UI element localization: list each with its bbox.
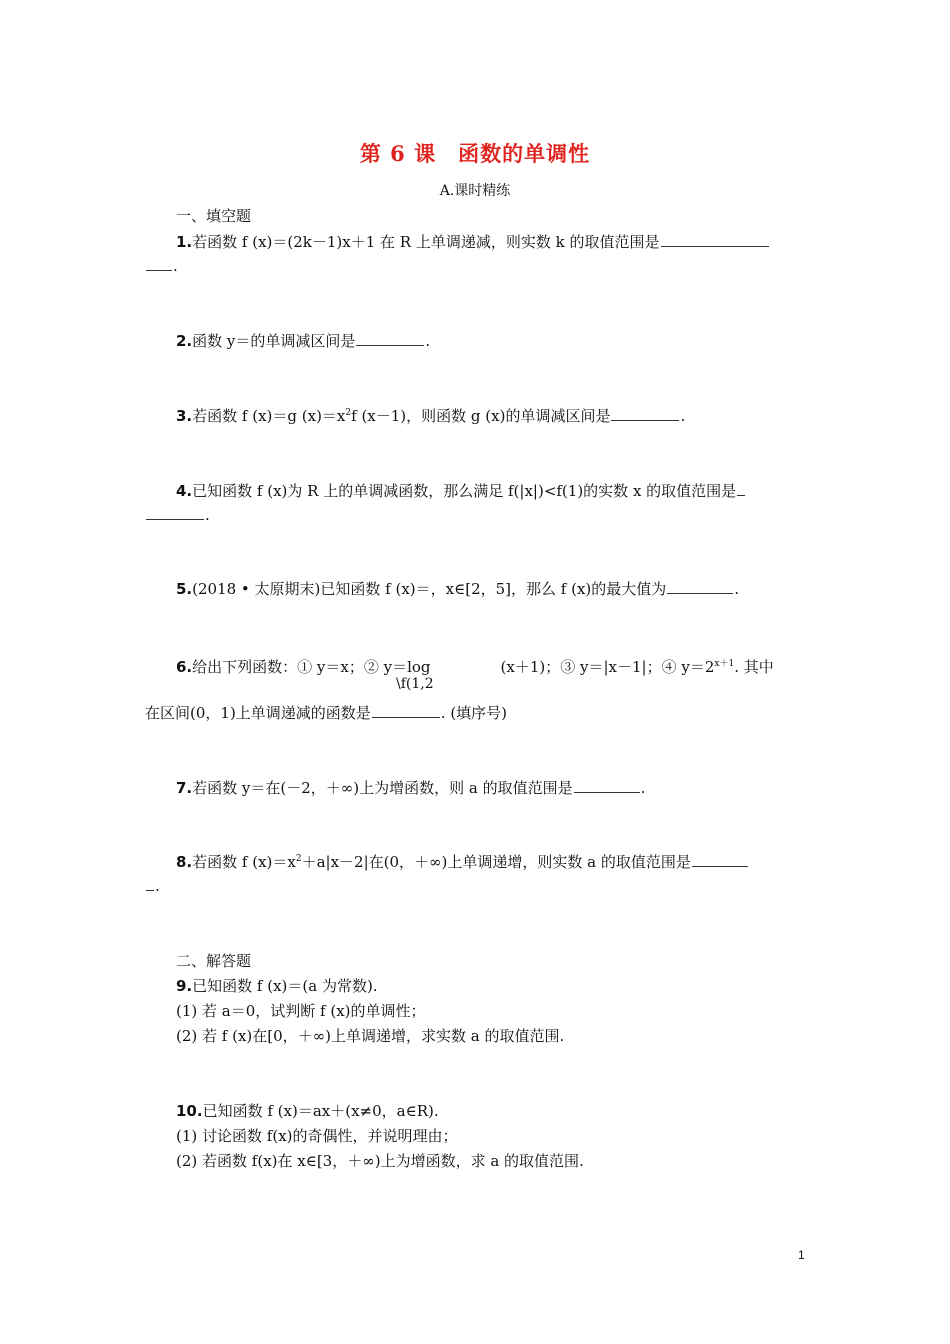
question-10-part-1: (1) 讨论函数 f(x)的奇偶性，并说明理由； [176,1127,458,1145]
exponent: 2 [295,854,302,864]
question-text: ＋a|x－2|在(0，＋∞)上单调递增，则实数 a 的取值范围是 [301,853,691,871]
question-text: 若函数 f (x)＝g (x)＝x [192,407,346,425]
question-number: 7. [176,779,193,797]
question-number: 6. [176,658,193,676]
exponent: 2 [345,408,352,418]
question-text: 已知函数 f (x)＝(a 为常数). [192,977,378,995]
question-9-part-2: (2) 若 f (x)在[0，＋∞)上单调递增，求实数 a 的取值范围. [176,1027,565,1045]
question-number: 9. [176,977,193,995]
answer-blank [692,865,748,867]
question-number: 2. [176,332,193,350]
exponent: x＋1 [714,659,735,669]
question-tail: . [155,877,160,895]
log-base: \f(1,2 [396,676,434,692]
question-7 [176,777,645,798]
question-text: . 其中 [734,658,774,676]
page-title: 第 6 课 函数的单调性 [359,141,591,166]
question-number: 3. [176,407,193,425]
question-text: 若函数 f (x)＝x [192,853,296,871]
question-text: 已知函数 f (x)＝ax＋(x≠0，a∈R). [202,1102,439,1120]
question-number: 1. [176,233,193,251]
question-2 [176,330,430,351]
question-text: 已知函数 f (x)为 R 上的单调减函数，那么满足 f(|x|)<f(1)的实数 x 的取值范围是 [192,482,737,500]
answer-blank [667,592,733,594]
question-text: 若函数 y＝在(－2，＋∞)上为增函数，则 a 的取值范围是 [192,779,573,797]
question-text: 若函数 f (x)＝(2k－1)x＋1 在 R 上单调递减，则实数 k 的取值范围是 [192,233,660,251]
answer-blank [611,419,679,421]
question-tail: . [205,506,210,524]
question-9-part-1: (1) 若 a＝0，试判断 f (x)的单调性； [176,1002,426,1020]
page-subtitle: A.课时精练 [439,183,511,199]
question-3 [176,405,685,426]
answer-blank [574,791,640,793]
question-5 [176,578,739,599]
question-4-continued [145,506,210,524]
question-10 [176,1100,439,1121]
question-text: 在区间(0，1)上单调递减的函数是 [145,704,371,722]
question-text: 给出下列函数：① y＝x；② y＝log [192,658,431,676]
question-6 [176,656,774,677]
answer-blank [356,344,424,346]
question-text: (x＋1)；③ y＝|x－1|；④ y＝2 [500,658,715,676]
section-heading-fill-in: 一、填空题 [176,207,252,225]
question-tail: . [173,257,178,275]
answer-blank [737,494,745,496]
page-number: 1 [798,1248,805,1262]
question-text: 函数 y＝的单调减区间是 [192,332,356,350]
question-text: . (填序号) [440,704,508,722]
question-9 [176,975,378,996]
answer-blank [146,518,204,520]
question-number: 10. [176,1102,203,1120]
answer-blank [372,716,440,718]
question-number: 5. [176,580,193,598]
question-tail: . [640,779,646,797]
question-10-part-2: (2) 若函数 f(x)在 x∈[3，＋∞)上为增函数，求 a 的取值范围. [176,1152,584,1170]
question-tail: . [425,332,431,350]
question-1-continued [145,257,178,275]
question-8-continued [145,877,160,895]
question-text: f (x－1)，则函数 g (x)的单调减区间是 [351,407,611,425]
question-8 [176,851,749,872]
question-number: 8. [176,853,193,871]
section-heading-answer: 二、解答题 [176,952,252,970]
question-6-continued [145,702,507,723]
question-text: (2018 • 太原期末)已知函数 f (x)＝，x∈[2，5]，那么 f (x)的最大值为 [192,580,667,598]
answer-blank [146,269,172,271]
question-1 [176,231,770,252]
question-4 [176,480,746,501]
answer-blank [661,245,769,247]
answer-blank [146,889,154,891]
question-number: 4. [176,482,193,500]
question-tail: . [680,407,686,425]
question-tail: . [734,580,740,598]
